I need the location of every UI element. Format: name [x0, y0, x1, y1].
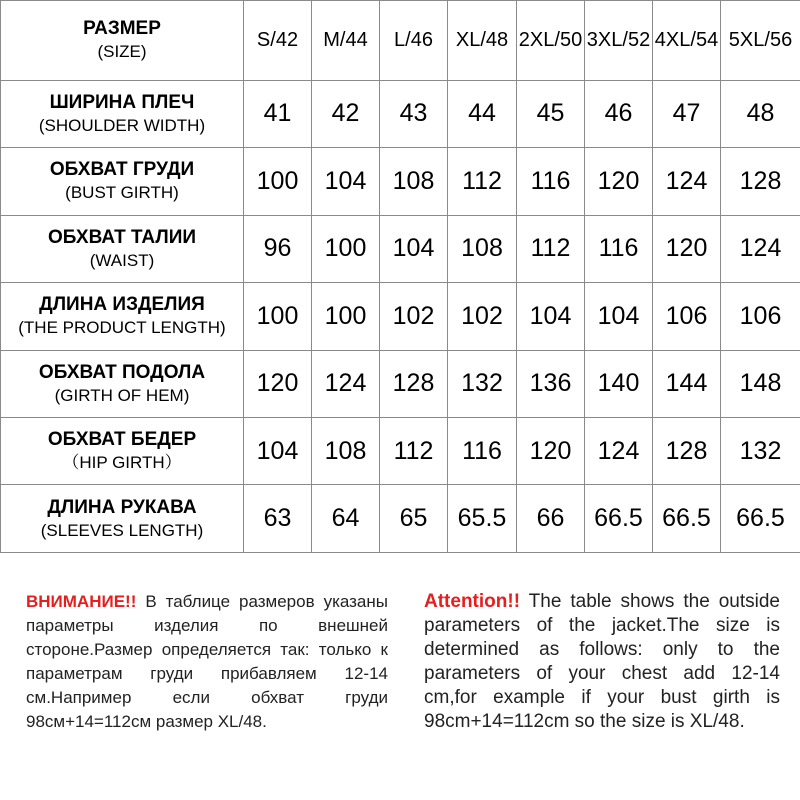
measurement-value: 128 — [721, 148, 800, 215]
measurement-value: 148 — [721, 350, 800, 417]
measurement-value: 104 — [585, 283, 653, 350]
measurement-row — [1, 80, 800, 147]
size-chart-body — [1, 1, 800, 553]
measurement-name-cell — [1, 283, 244, 350]
measurement-name-ru: ШИРИНА ПЛЕЧ — [49, 91, 195, 113]
measurement-name-ru: ДЛИНА ИЗДЕЛИЯ — [39, 294, 205, 316]
measurement-name-ru: ДЛИНА РУКАВА — [47, 496, 197, 518]
measurement-value: 140 — [585, 350, 653, 417]
measurement-row — [1, 417, 800, 484]
measurement-row — [1, 215, 800, 282]
measurement-value: 43 — [380, 80, 448, 147]
measurement-value: 112 — [380, 417, 448, 484]
measurement-value: 144 — [653, 350, 721, 417]
measurement-value: 66.5 — [585, 485, 653, 553]
measurement-value: 132 — [448, 350, 517, 417]
measurement-name-ru: ОБХВАТ ГРУДИ — [49, 159, 195, 181]
measurement-value: 46 — [585, 80, 653, 147]
size-label: L/46 — [380, 1, 448, 81]
measurement-value: 108 — [448, 215, 517, 282]
measurement-value: 104 — [517, 283, 585, 350]
measurement-value: 96 — [244, 215, 312, 282]
measurement-value: 63 — [244, 485, 312, 553]
measurement-value: 64 — [312, 485, 380, 553]
measurement-value: 66.5 — [721, 485, 800, 553]
measurement-value: 124 — [721, 215, 800, 282]
measurement-value: 112 — [448, 148, 517, 215]
measurement-value: 48 — [721, 80, 800, 147]
measurement-value: 106 — [721, 283, 800, 350]
measurement-value: 136 — [517, 350, 585, 417]
size-header-en: (SIZE) — [97, 42, 147, 62]
measurement-value: 104 — [312, 148, 380, 215]
measurement-name-cell — [1, 350, 244, 417]
measurement-value: 116 — [517, 148, 585, 215]
measurement-value: 124 — [653, 148, 721, 215]
measurement-row — [1, 485, 800, 553]
attention-note-en — [424, 590, 780, 734]
size-label: S/42 — [244, 1, 312, 81]
measurement-name-cell — [1, 148, 244, 215]
attention-text-en: The table shows the outside parameters of the jacket.The size is determined as follows: only to the parameters of your chest add 12-14 cm,for example if your bust girth is 98cm+14=112cm so the size is XL/48. — [424, 591, 780, 732]
measurement-value: 65.5 — [448, 485, 517, 553]
measurement-name-en: (WAIST) — [89, 250, 155, 270]
measurement-name-cell — [1, 417, 244, 484]
measurement-name-cell — [1, 215, 244, 282]
size-label: 4XL/54 — [653, 1, 721, 81]
measurement-value: 120 — [653, 215, 721, 282]
measurement-value: 116 — [585, 215, 653, 282]
measurement-value: 112 — [517, 215, 585, 282]
measurement-value: 108 — [312, 417, 380, 484]
size-header-row — [1, 1, 800, 81]
measurement-value: 100 — [312, 283, 380, 350]
attention-text-ru: В таблице размеров указаны параметры изделия по внешней стороне.Размер определяется так: только к параметрам груди прибавляем 12-14 см.Например если обхват груди 98см+14=112см размер XL/48. — [26, 592, 388, 731]
measurement-value: 124 — [585, 417, 653, 484]
measurement-row — [1, 148, 800, 215]
measurement-value: 108 — [380, 148, 448, 215]
measurement-value: 66.5 — [653, 485, 721, 553]
measurement-value: 47 — [653, 80, 721, 147]
measurement-value: 120 — [517, 417, 585, 484]
measurement-value: 102 — [448, 283, 517, 350]
measurement-value: 45 — [517, 80, 585, 147]
attention-lead-ru: ВНИМАНИЕ!! — [26, 592, 137, 611]
measurement-name-ru: ОБХВАТ ПОДОЛА — [38, 361, 206, 383]
measurement-name-cell — [1, 80, 244, 147]
size-header-cell — [1, 1, 244, 81]
measurement-value: 66 — [517, 485, 585, 553]
attention-lead-en: Attention!! — [424, 591, 521, 612]
measurement-value: 124 — [312, 350, 380, 417]
measurement-value: 42 — [312, 80, 380, 147]
measurement-name-cell — [1, 485, 244, 553]
size-label: 5XL/56 — [721, 1, 800, 81]
measurement-value: 106 — [653, 283, 721, 350]
measurement-name-en: (SLEEVES LENGTH) — [40, 520, 204, 540]
measurement-value: 104 — [380, 215, 448, 282]
measurement-name-ru: ОБХВАТ ТАЛИИ — [47, 226, 197, 248]
size-label: 3XL/52 — [585, 1, 653, 81]
measurement-value: 104 — [244, 417, 312, 484]
attention-note-ru — [26, 590, 388, 734]
measurement-name-ru: ОБХВАТ БЕДЕР — [47, 429, 197, 451]
measurement-name-en: (SHOULDER WIDTH) — [38, 115, 206, 135]
size-label: 2XL/50 — [517, 1, 585, 81]
measurement-value: 128 — [380, 350, 448, 417]
measurement-name-en: (BUST GIRTH) — [65, 183, 179, 203]
measurement-name-en: (GIRTH OF HEM) — [54, 385, 190, 405]
measurement-name-en: (THE PRODUCT LENGTH) — [18, 318, 226, 338]
measurement-value: 116 — [448, 417, 517, 484]
measurement-value: 41 — [244, 80, 312, 147]
size-label: M/44 — [312, 1, 380, 81]
measurement-value: 128 — [653, 417, 721, 484]
measurement-value: 44 — [448, 80, 517, 147]
measurement-row — [1, 283, 800, 350]
size-label: XL/48 — [448, 1, 517, 81]
measurement-value: 132 — [721, 417, 800, 484]
measurement-value: 120 — [244, 350, 312, 417]
measurement-row — [1, 350, 800, 417]
measurement-value: 100 — [244, 283, 312, 350]
measurement-value: 100 — [244, 148, 312, 215]
measurement-value: 120 — [585, 148, 653, 215]
measurement-value: 102 — [380, 283, 448, 350]
measurement-value: 100 — [312, 215, 380, 282]
measurement-name-en: （HIP GIRTH） — [62, 453, 182, 473]
measurement-value: 65 — [380, 485, 448, 553]
size-header-ru: РАЗМЕР — [83, 18, 161, 40]
